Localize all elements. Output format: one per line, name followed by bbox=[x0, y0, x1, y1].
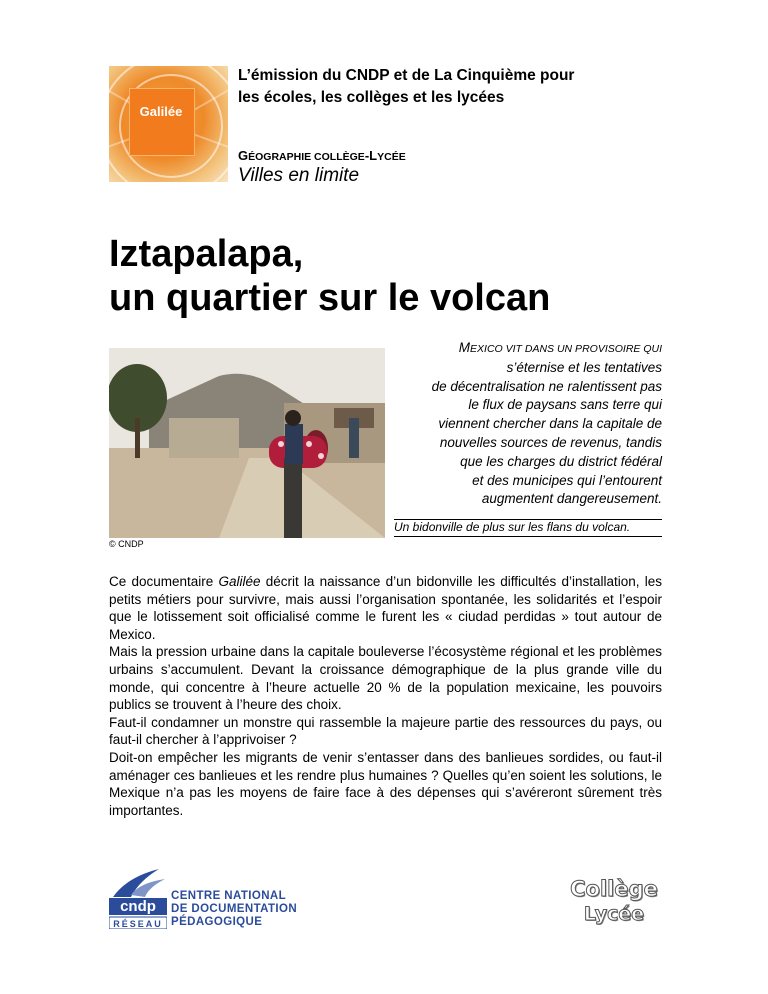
body-paragraph: Mais la pression urbaine dans la capitale bouleverse l’écosystème régional et les problèmes urbains s’accumulent. Devant la croissance démographique de la plus grande ville du monde, qui concentre à l’heure actuelle 20 % de la population mexicaine, les pouvoirs publics se trouvent à l’heure des choix. bbox=[109, 644, 662, 713]
subject-rest2: YCÉE bbox=[377, 151, 406, 163]
level-badge bbox=[566, 876, 662, 926]
intro-line: que les charges du district fédéral bbox=[460, 453, 662, 469]
intro-lead-initial: M bbox=[458, 340, 471, 355]
subject-initial2: L bbox=[369, 148, 378, 163]
photo-credit: © CNDP bbox=[109, 539, 144, 549]
photo-caption: Un bidonville de plus sur les flans du volcan. bbox=[394, 520, 662, 537]
cndp-mark bbox=[109, 865, 167, 929]
intro-lead bbox=[394, 339, 662, 359]
galilee-logo bbox=[109, 66, 228, 182]
series-title: Villes en limite bbox=[238, 165, 360, 186]
intro-lead-smallcaps: EXICO VIT DANS UN PROVISOIRE QUI bbox=[470, 343, 662, 355]
body-p1-rest: décrit la naissance d’un bidonville les difficultés d’installation, les petits métiers pour survivre, mais aussi l’organisation spontanée, les solidarités et l’espoir que le lotissement soit officialisé comme le furent les « ciudad perdidas » tout autour de Mexico. bbox=[109, 574, 663, 642]
photo-bidonville bbox=[109, 348, 385, 538]
intro-line: et des municipes qui l’entourent bbox=[472, 472, 662, 488]
page-title bbox=[109, 232, 550, 320]
body-p1-start: Ce documentaire bbox=[109, 574, 219, 589]
org-line3: PÉDAGOGIQUE bbox=[171, 916, 263, 928]
subject-rest: ÉOGRAPHIE COLLÈGE bbox=[248, 151, 365, 163]
logo-text: Galilée bbox=[139, 104, 183, 119]
title-line1: Iztapalapa, bbox=[109, 233, 304, 275]
tagline-line2: les écoles, les collèges et les lycées bbox=[238, 89, 505, 106]
logo-square bbox=[129, 88, 195, 156]
intro-line: le flux de paysans sans terre qui bbox=[468, 397, 662, 413]
cndp-mark-reseau: RÉSEAU bbox=[113, 919, 163, 929]
intro-line: augmentent dangereusement. bbox=[481, 491, 662, 507]
level-lycee: Lycée bbox=[583, 903, 645, 925]
level-college: Collège bbox=[570, 877, 658, 901]
org-line2: DE DOCUMENTATION bbox=[171, 903, 298, 915]
subject-initial: G bbox=[238, 148, 249, 163]
intro-line: s’éternise et les tentatives bbox=[506, 359, 662, 375]
intro-line: nouvelles sources de revenus, tandis bbox=[439, 434, 662, 450]
body-paragraph bbox=[109, 573, 662, 643]
body-paragraph: Faut-il condamner un monstre qui rassemble la majeure partie des ressources du pays, ou faut-il chercher à l’apprivoiser ? bbox=[109, 714, 662, 748]
tagline-line1: L’émission du CNDP et de La Cinquième pour bbox=[238, 67, 575, 84]
intro-text bbox=[394, 339, 662, 509]
cndp-logo bbox=[109, 865, 298, 929]
body-p1-emphasis: Galilée bbox=[218, 574, 261, 589]
org-line1: CENTRE NATIONAL bbox=[171, 890, 287, 902]
cndp-mark-text: cndp bbox=[120, 898, 156, 915]
body-paragraph: Doit-on empêcher les migrants de venir s’entasser dans des banlieues sordides, ou faut-il aménager ces banlieues et les rendre plus humaines ? Quelles qu’en soient les solutions, le Mexique n’a pas les moyens de faire face à des dépenses qui s’avéreront sûrement très importantes. bbox=[109, 749, 662, 818]
subject-label bbox=[238, 148, 406, 163]
subject-dash: - bbox=[364, 148, 370, 163]
intro-line: de décentralisation ne ralentissent pas bbox=[431, 378, 662, 394]
body-text bbox=[109, 573, 662, 819]
photo-illustration bbox=[109, 348, 385, 538]
title-line2: un quartier sur le volcan bbox=[109, 277, 551, 319]
intro-line: viennent chercher dans la capitale de bbox=[438, 416, 662, 432]
